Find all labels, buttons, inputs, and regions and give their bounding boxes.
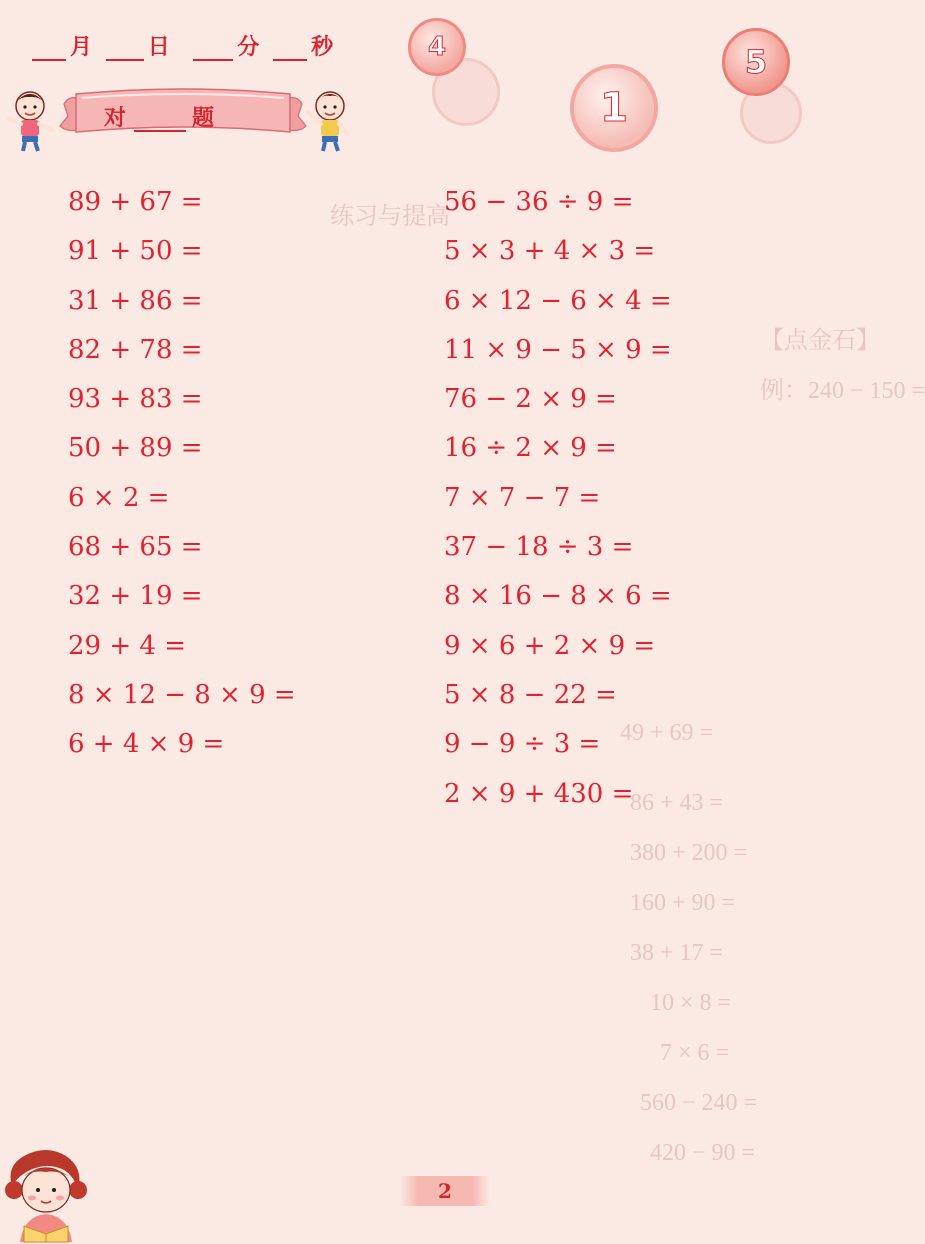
day-label: 日 bbox=[147, 35, 171, 60]
banner-left-text: 对 bbox=[104, 106, 129, 131]
math-problem: 31 + 86 = bbox=[68, 285, 203, 316]
page-number: 2 bbox=[400, 1176, 490, 1206]
math-problem: 50 + 89 = bbox=[68, 433, 203, 464]
math-problem: 5 × 8 − 22 = bbox=[444, 679, 617, 710]
math-problem: 9 − 9 ÷ 3 = bbox=[444, 729, 601, 760]
blank-line bbox=[193, 37, 233, 61]
blank-line bbox=[32, 37, 66, 61]
number-badge-5: 5 bbox=[722, 28, 790, 96]
math-problem: 82 + 78 = bbox=[68, 334, 203, 365]
blank-line bbox=[273, 37, 307, 61]
math-problem: 68 + 65 = bbox=[68, 532, 203, 563]
math-problem: 8 × 12 − 8 × 9 = bbox=[68, 679, 296, 710]
math-problem: 29 + 4 = bbox=[68, 630, 186, 661]
problem-column-right bbox=[444, 182, 672, 823]
number-badge-1: 1 bbox=[570, 64, 658, 152]
date-time-line bbox=[28, 30, 334, 61]
math-problem: 93 + 83 = bbox=[68, 384, 203, 415]
blank-line bbox=[106, 37, 144, 61]
math-problem: 91 + 50 = bbox=[68, 236, 203, 267]
math-problem: 5 × 3 + 4 × 3 = bbox=[444, 236, 656, 267]
math-problem: 2 × 9 + 430 = bbox=[444, 778, 634, 809]
math-problem: 32 + 19 = bbox=[68, 581, 203, 612]
correct-count-label bbox=[104, 101, 216, 132]
cartoon-boy-icon bbox=[2, 88, 60, 154]
problem-column-left bbox=[68, 182, 296, 774]
minute-label: 分 bbox=[237, 35, 261, 60]
math-problem: 37 − 18 ÷ 3 = bbox=[444, 532, 634, 563]
cartoon-boy-pointing-icon bbox=[302, 88, 356, 154]
math-problem: 6 + 4 × 9 = bbox=[68, 729, 225, 760]
worksheet-page: 练习与提高 【点金石】 例：240 − 150 = 49 + 69 = 86 + 43 = 380 + 200 = 160 + 90 = 38 + 17 = 10 × 8 = 7 × 6 = 560 − 240 = 420 − 90 = 月 日 分 秒 4 1 5 对 题 89 + 67 = 91 + 50 = 31 + 86 = 82 + 78 = 93 + 83 = 50 + 89 = 6 × 2 = 68 + 65 = 32 + 19 = 29 + 4 = 8 × 12 − 8 × 9 = 6 + 4 × 9 = 56 − 36 ÷ 9 = 5 × 3 + 4 × 3 = 6 × 12 − 6 × 4 = 11 × 9 − 5 × 9 = 76 − 2 × 9 = 16 ÷ 2 × 9 = 7 × 7 − 7 = 37 − 18 ÷ 3 = 8 × 16 − 8 × 6 = 9 × 6 + 2 × 9 = 5 × 8 − 22 = 9 − 9 ÷ 3 = 2 × 9 + 430 = 2 bbox=[0, 0, 800, 1244]
blank-line bbox=[134, 110, 186, 132]
math-problem: 9 × 6 + 2 × 9 = bbox=[444, 630, 656, 661]
math-problem: 56 − 36 ÷ 9 = bbox=[444, 187, 634, 217]
second-label: 秒 bbox=[311, 35, 335, 60]
math-problem: 16 ÷ 2 × 9 = bbox=[444, 433, 617, 464]
math-problem: 11 × 9 − 5 × 9 = bbox=[444, 334, 672, 365]
reading-girl-icon bbox=[4, 1146, 90, 1242]
math-problem: 6 × 12 − 6 × 4 = bbox=[444, 285, 672, 316]
math-problem: 76 − 2 × 9 = bbox=[444, 384, 617, 415]
math-problem: 8 × 16 − 8 × 6 = bbox=[444, 581, 672, 612]
math-problem: 6 × 2 = bbox=[68, 482, 170, 513]
banner-right-text: 题 bbox=[192, 106, 217, 131]
math-problem: 89 + 67 = bbox=[68, 187, 203, 217]
month-label: 月 bbox=[70, 35, 94, 60]
number-badge-4: 4 bbox=[408, 18, 466, 76]
math-problem: 7 × 7 − 7 = bbox=[444, 482, 601, 513]
